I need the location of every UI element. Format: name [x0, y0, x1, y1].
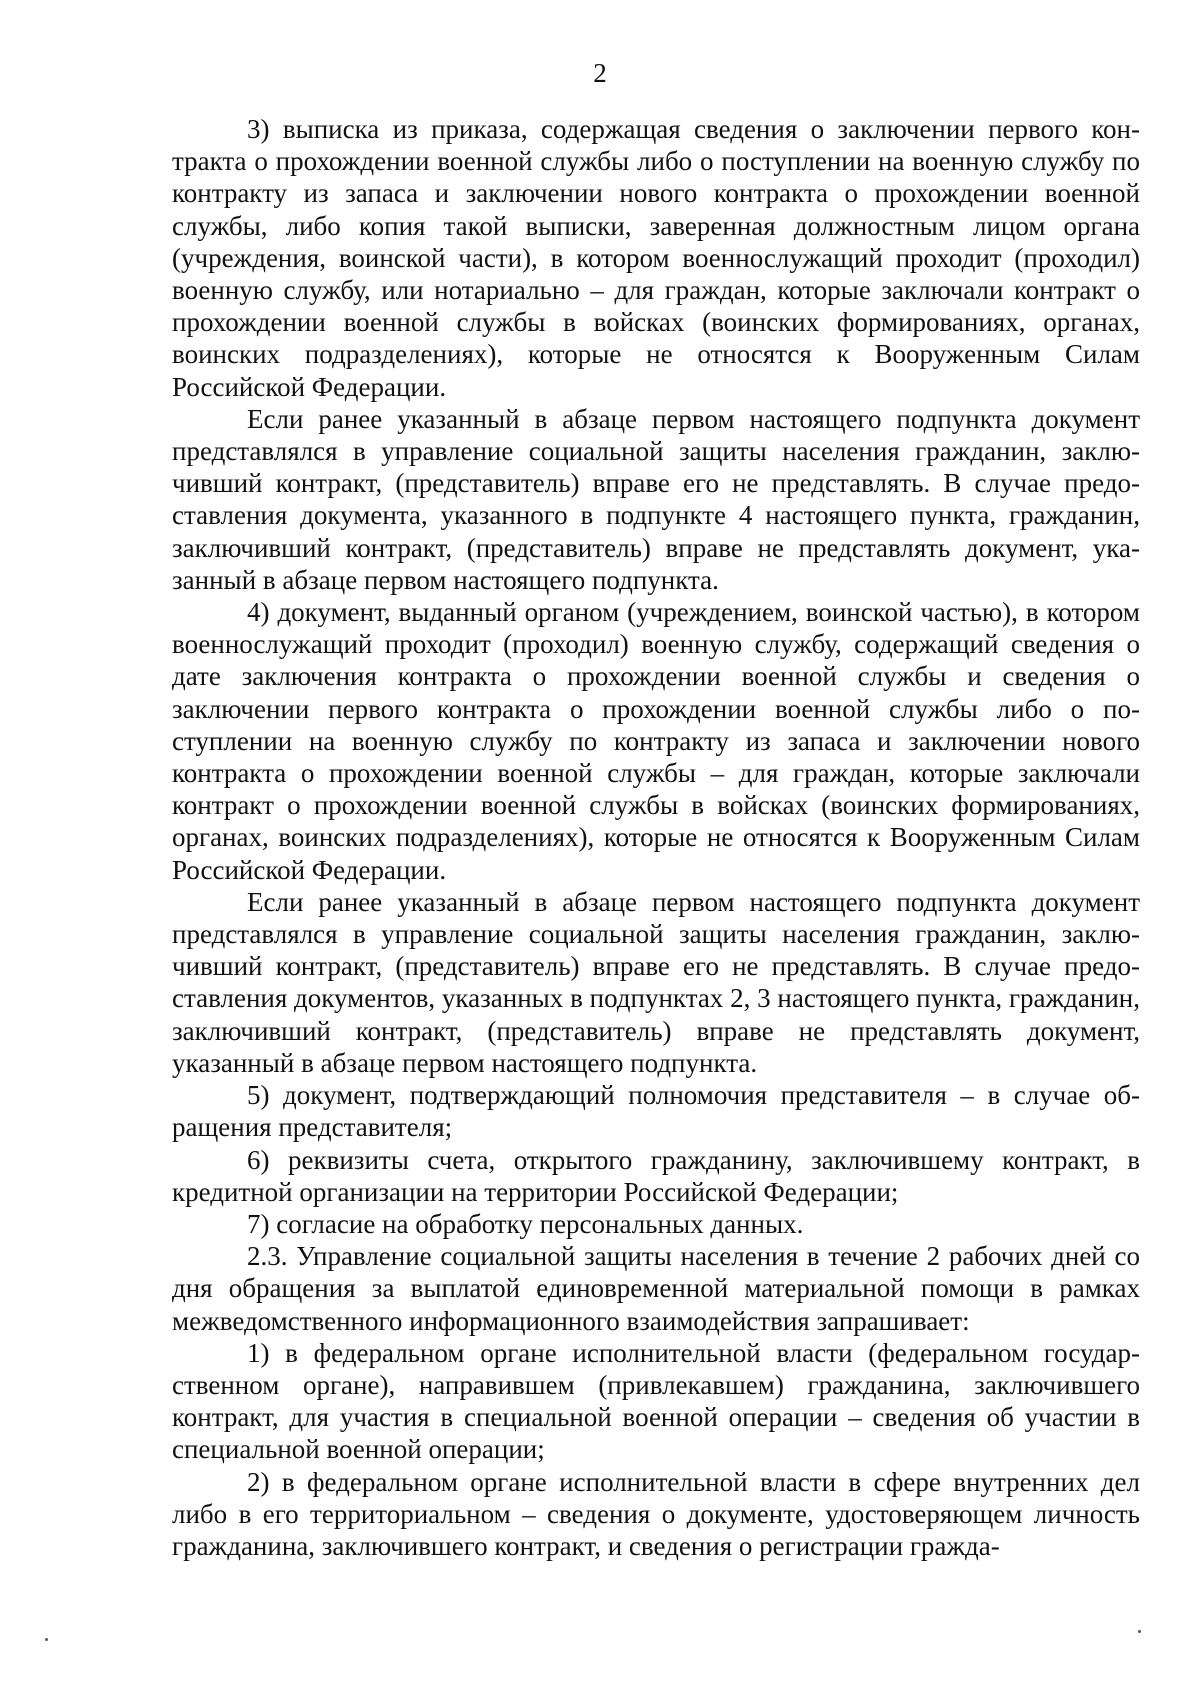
- paragraph-subitem-6: 6) реквизиты счета, открытого гражданину, заключившему контракт, в кредитной организации на территории Российской Федерации;: [172, 1144, 1140, 1207]
- scan-speck-right: [1138, 1630, 1141, 1633]
- scan-speck-left: [45, 1638, 48, 1641]
- paragraph-section-2-3: 2.3. Управление социальной защиты населения в течение 2 рабочих дней со дня обращения за выплатой единовременной материальной помощи в рамках межведомственного информационного взаимодействия запрашивает:: [172, 1241, 1140, 1336]
- paragraph-subitem-4: 4) документ, выданный органом (учреждением, воинской частью), в котором военнослужащий проходит (проходил) военную службу, содержащий сведения о дате заключения контракта о прохождении военной службы и сведения о заключении первого контракта о прохождении военной службы либо о поступлении на военную службу по контракту из запаса и заключении нового контракта о прохождении военной службы – для граждан, которые заключали контракт о прохождении военной службы в войсках (воинских формированиях, органах, воинских подразделениях), которые не относятся к Вооруженным Силам Российской Федерации.: [172, 597, 1140, 885]
- paragraph-subitem-7: 7) согласие на обработку персональных данных.: [247, 1208, 804, 1239]
- paragraph-subitem-3-note: Если ранее указанный в абзаце первом настоящего подпункта документ представлялся в управление социальной защиты населения гражданин, заключивший контракт, (представитель) вправе его не представлять. В случае предоставления документа, указанного в подпункте 4 настоящего пункта, гражданин, заключивший контракт, (представитель) вправе не представлять документ, указанный в абзаце первом настоящего подпункта.: [172, 403, 1140, 595]
- paragraph-request-2: 2) в федеральном органе исполнительной власти в сфере внутренних дел либо в его территориальном – сведения о документе, удостоверяющем личность гражданина, заключившего контракт, и сведения о регистрации гражда-: [172, 1466, 1140, 1561]
- document-body: [172, 113, 1140, 1562]
- paragraph-subitem-3: 3) выписка из приказа, содержащая сведения о заключении первого контракта о прохождении военной службы либо о поступлении на военную службу по контракту из запаса и заключении нового контракта о прохождении военной службы, либо копия такой выписки, заверенная должностным лицом органа (учреждения, воинской части), в котором военнослужащий проходит (проходил) военную службу, или нотариально – для граждан, которые заключали контракт о прохождении военной службы в войсках (воинских формированиях, органах, воинских подразделениях), которые не относятся к Вооруженным Силам Российской Федерации.: [172, 114, 1140, 402]
- paragraph-request-1: 1) в федеральном органе исполнительной власти (федеральном государственном органе), направившем (привлекавшем) гражданина, заключившего контракт, для участия в специальной военной операции – сведения об участии в специальной военной операции;: [172, 1337, 1140, 1465]
- paragraph-subitem-5: 5) документ, подтверждающий полномочия представителя – в случае обращения представителя;: [172, 1080, 1140, 1143]
- page-number: 2: [593, 58, 607, 88]
- paragraph-subitem-4-note: Если ранее указанный в абзаце первом настоящего подпункта документ представлялся в управление социальной защиты населения гражданин, заключивший контракт, (представитель) вправе его не представлять. В случае предоставления документов, указанных в подпунктах 2, 3 настоящего пункта, гражданин, заключивший контракт, (представитель) вправе не представлять документ, указанный в абзаце первом настоящего подпункта.: [172, 886, 1140, 1078]
